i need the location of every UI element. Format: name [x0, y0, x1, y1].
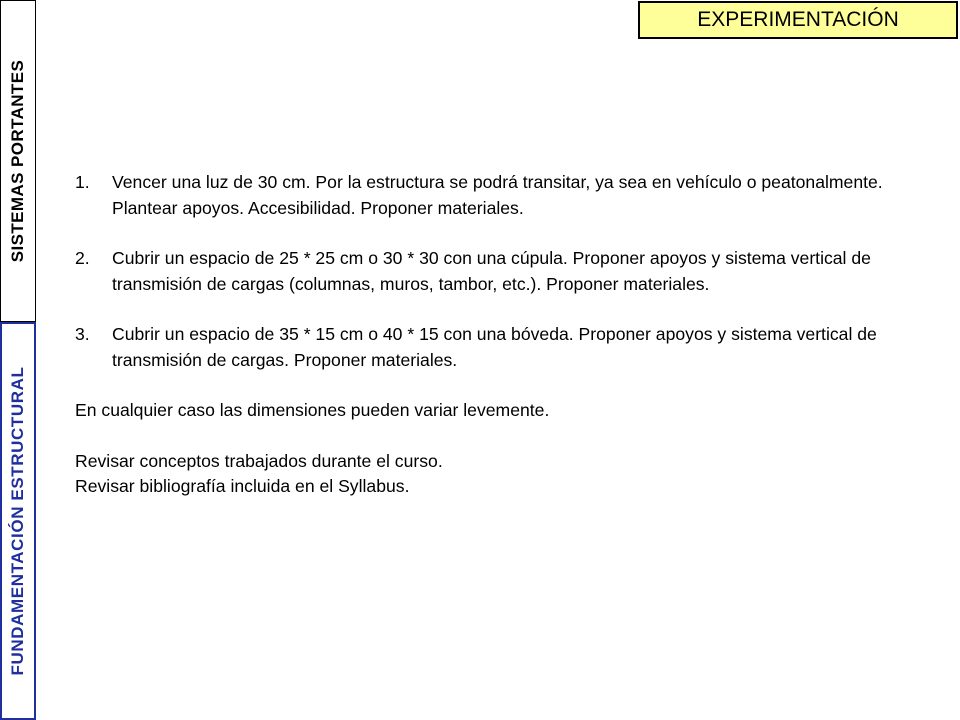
- sidebar-bottom-label: FUNDAMENTACIÓN ESTRUCTURAL: [8, 366, 27, 676]
- note-text: En cualquier caso las dimensiones pueden variar levemente.: [75, 400, 550, 420]
- item-number: 3.: [75, 324, 90, 344]
- main-content: [75, 170, 935, 500]
- list-item: [75, 246, 935, 297]
- reminder-text: Revisar conceptos trabajados durante el curso.: [75, 450, 443, 471]
- item-number: 1.: [75, 172, 90, 192]
- item-text: Cubrir un espacio de 25 * 25 cm o 30 * 30 con una cúpula. Proponer apoyos y sistema vertical de transmisión de cargas (columnas, muros, tambor, etc.). Proponer materiales.: [112, 248, 871, 294]
- item-text: Vencer una luz de 30 cm. Por la estructura se podrá transitar, ya sea en vehículo o peatonalmente. Plantear apoyos. Accesibilidad. Proponer materiales.: [112, 172, 883, 218]
- list-item: [75, 170, 935, 221]
- list-item: [75, 322, 935, 373]
- sidebar-bottom-panel: [0, 322, 36, 720]
- page-title: EXPERIMENTACIÓN: [638, 1, 958, 39]
- item-number: 2.: [75, 248, 90, 268]
- item-text: Cubrir un espacio de 35 * 15 cm o 40 * 15 con una bóveda. Proponer apoyos y sistema vertical de transmisión de cargas. Proponer materiales.: [112, 324, 877, 370]
- sidebar-top-label: SISTEMAS PORTANTES: [8, 59, 27, 263]
- sidebar-top-panel: [0, 0, 36, 322]
- reminder-text: Revisar bibliografía incluida en el Syllabus.: [75, 476, 410, 496]
